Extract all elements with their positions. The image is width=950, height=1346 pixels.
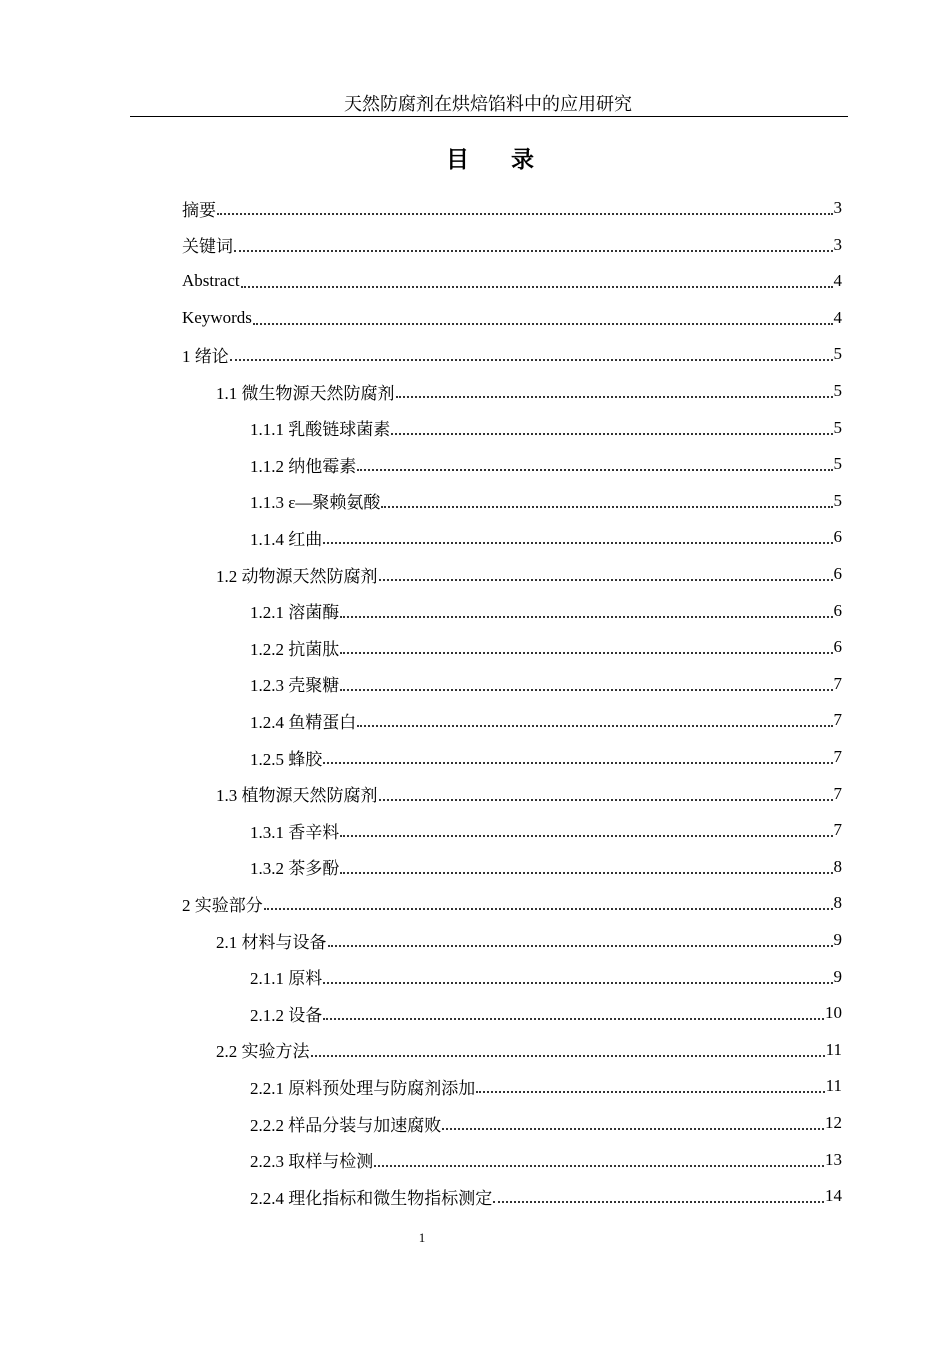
toc-entry-page: 5 bbox=[833, 344, 842, 364]
toc-entry[interactable] bbox=[250, 666, 842, 702]
toc-entry-page: 14 bbox=[825, 1186, 842, 1206]
toc-entry-label: 1.1.2 纳他霉素 bbox=[250, 456, 357, 476]
toc-entry-page: 3 bbox=[833, 234, 842, 254]
toc-entry[interactable] bbox=[182, 885, 842, 921]
toc-dot-leader bbox=[493, 1201, 824, 1203]
toc-heading-char-2: 录 bbox=[511, 147, 534, 173]
toc-entry-page: 3 bbox=[833, 198, 842, 217]
toc-dot-leader bbox=[241, 286, 833, 288]
toc-entry[interactable] bbox=[250, 812, 842, 848]
toc-entry[interactable] bbox=[250, 1105, 842, 1141]
toc-entry[interactable] bbox=[182, 300, 842, 336]
toc-dot-leader bbox=[340, 616, 832, 618]
toc-entry[interactable] bbox=[216, 373, 842, 409]
toc-entry[interactable] bbox=[250, 849, 842, 885]
toc-entry-label: 1.1.3 ε—聚赖氨酸 bbox=[250, 493, 381, 513]
toc-entry-page: 11 bbox=[825, 1039, 842, 1059]
toc-dot-leader bbox=[476, 1091, 824, 1093]
toc-entry[interactable] bbox=[250, 702, 842, 738]
toc-entry-page: 7 bbox=[833, 783, 842, 803]
toc-entry[interactable] bbox=[250, 410, 842, 446]
toc-entry-label: Abstract bbox=[182, 271, 240, 291]
toc-entry-page: 8 bbox=[833, 856, 842, 876]
toc-entry-label: 2.2.1 原料预处理与防腐剂添加 bbox=[250, 1078, 476, 1098]
toc-entry-page: 11 bbox=[825, 1076, 842, 1096]
toc-entry-label: 2.2.4 理化指标和微生物指标测定 bbox=[250, 1188, 493, 1208]
toc-entry-label: 2 实验部分 bbox=[182, 895, 263, 915]
toc-entry[interactable] bbox=[216, 776, 842, 812]
toc-entry-label: 1.3 植物源天然防腐剂 bbox=[216, 786, 378, 806]
toc-dot-leader bbox=[340, 689, 832, 691]
toc-entry-page: 6 bbox=[833, 527, 842, 547]
toc-entry-page: 7 bbox=[833, 710, 842, 730]
toc-dot-leader bbox=[379, 579, 833, 581]
toc-dot-leader bbox=[217, 213, 833, 215]
toc-entry-label: 2.1.2 设备 bbox=[250, 1005, 323, 1025]
toc-entry-label: 1.2.1 溶菌酶 bbox=[250, 603, 340, 623]
running-header-title: 天然防腐剂在烘焙馅料中的应用研究 bbox=[344, 94, 632, 114]
toc-entry-label: 摘要 bbox=[182, 200, 216, 220]
toc-entry-page: 12 bbox=[825, 1113, 842, 1132]
toc-entry-page: 8 bbox=[833, 893, 842, 913]
toc-dot-leader bbox=[357, 469, 832, 471]
toc-entry[interactable] bbox=[250, 483, 842, 519]
toc-dot-leader bbox=[379, 799, 833, 801]
toc-dot-leader bbox=[340, 652, 832, 654]
toc-entry[interactable] bbox=[182, 227, 842, 263]
toc-entry[interactable] bbox=[250, 1142, 842, 1178]
toc-entry-page: 4 bbox=[833, 271, 842, 291]
toc-entry-page: 6 bbox=[833, 564, 842, 583]
toc-entry[interactable] bbox=[182, 190, 842, 226]
toc-entry-label: 2.2.2 样品分装与加速腐败 bbox=[250, 1115, 442, 1135]
page-number: 1 bbox=[418, 1230, 426, 1245]
toc-entry-page: 6 bbox=[833, 600, 842, 620]
toc-entry-label: 1.3.2 茶多酚 bbox=[250, 859, 340, 879]
toc-entry[interactable] bbox=[250, 593, 842, 629]
toc-entry[interactable] bbox=[250, 959, 842, 995]
toc-dot-leader bbox=[340, 835, 832, 837]
toc-entry[interactable] bbox=[250, 1068, 842, 1104]
toc-entry[interactable] bbox=[216, 1032, 842, 1068]
toc-entry[interactable] bbox=[250, 1178, 842, 1214]
toc-entry-page: 5 bbox=[833, 417, 842, 437]
toc-entry-label: 1.2.2 抗菌肽 bbox=[250, 639, 340, 659]
toc-entry-page: 13 bbox=[825, 1149, 842, 1169]
toc-dot-leader bbox=[442, 1128, 824, 1130]
toc-entry-label: Keywords bbox=[182, 307, 252, 327]
toc-dot-leader bbox=[323, 542, 832, 544]
toc-dot-leader bbox=[311, 1055, 825, 1057]
toc-entry[interactable] bbox=[250, 446, 842, 482]
toc-entry-label: 1.2.3 壳聚糖 bbox=[250, 676, 340, 696]
toc-entry-page: 9 bbox=[833, 930, 842, 949]
toc-entry[interactable] bbox=[250, 995, 842, 1031]
toc-entry[interactable] bbox=[250, 739, 842, 775]
toc-dot-leader bbox=[264, 908, 833, 910]
toc-entry-page: 7 bbox=[833, 820, 842, 840]
toc-dot-leader bbox=[323, 762, 832, 764]
toc-dot-leader bbox=[391, 433, 832, 435]
toc-entry-page: 10 bbox=[825, 1003, 842, 1023]
toc-entry-label: 1.2.5 蜂胶 bbox=[250, 749, 323, 769]
toc-entry-page: 7 bbox=[833, 747, 842, 766]
toc-entry[interactable] bbox=[216, 556, 842, 592]
toc-entry-label: 2.2 实验方法 bbox=[216, 1042, 310, 1062]
toc-heading bbox=[0, 143, 950, 177]
toc-entry[interactable] bbox=[250, 629, 842, 665]
toc-entry[interactable] bbox=[216, 922, 842, 958]
toc-entry-page: 5 bbox=[833, 454, 842, 474]
header-rule bbox=[130, 116, 848, 117]
toc-dot-leader bbox=[374, 1165, 824, 1167]
toc-entry-page: 5 bbox=[833, 381, 842, 400]
toc-dot-leader bbox=[323, 1018, 824, 1020]
toc-entry-page: 4 bbox=[833, 307, 842, 327]
toc-entry-page: 9 bbox=[833, 966, 842, 986]
toc-dot-leader bbox=[323, 982, 832, 984]
toc-entry-label: 1.1.1 乳酸链球菌素 bbox=[250, 420, 391, 440]
toc-dot-leader bbox=[234, 250, 833, 252]
toc-entry-label: 1.1.4 红曲 bbox=[250, 529, 323, 549]
toc-entry-page: 5 bbox=[833, 490, 842, 510]
toc-dot-leader bbox=[230, 359, 833, 361]
toc-heading-char-1: 目 bbox=[446, 147, 469, 173]
toc-entry-label: 1 绪论 bbox=[182, 346, 229, 366]
toc-dot-leader bbox=[357, 725, 832, 727]
toc-entry-label: 1.2 动物源天然防腐剂 bbox=[216, 566, 378, 586]
toc-entry[interactable] bbox=[182, 336, 842, 372]
toc-entry-label: 1.3.1 香辛料 bbox=[250, 822, 340, 842]
toc-dot-leader bbox=[396, 396, 833, 398]
toc-entry-label: 1.1 微生物源天然防腐剂 bbox=[216, 383, 395, 403]
toc-entry-label: 2.1 材料与设备 bbox=[216, 932, 327, 952]
toc-dot-leader bbox=[381, 506, 832, 508]
toc-entry[interactable] bbox=[182, 263, 842, 299]
toc-dot-leader bbox=[340, 872, 832, 874]
toc-entry-label: 2.2.3 取样与检测 bbox=[250, 1152, 374, 1172]
toc-dot-leader bbox=[328, 945, 833, 947]
toc-entry-label: 1.2.4 鱼精蛋白 bbox=[250, 712, 357, 732]
toc-entry-label: 2.1.1 原料 bbox=[250, 969, 323, 989]
toc-entry-label: 关键词 bbox=[182, 237, 233, 257]
toc-dot-leader bbox=[253, 323, 833, 325]
toc-entry[interactable] bbox=[250, 519, 842, 555]
toc-entry-page: 6 bbox=[833, 637, 842, 657]
toc-entry-page: 7 bbox=[833, 673, 842, 693]
